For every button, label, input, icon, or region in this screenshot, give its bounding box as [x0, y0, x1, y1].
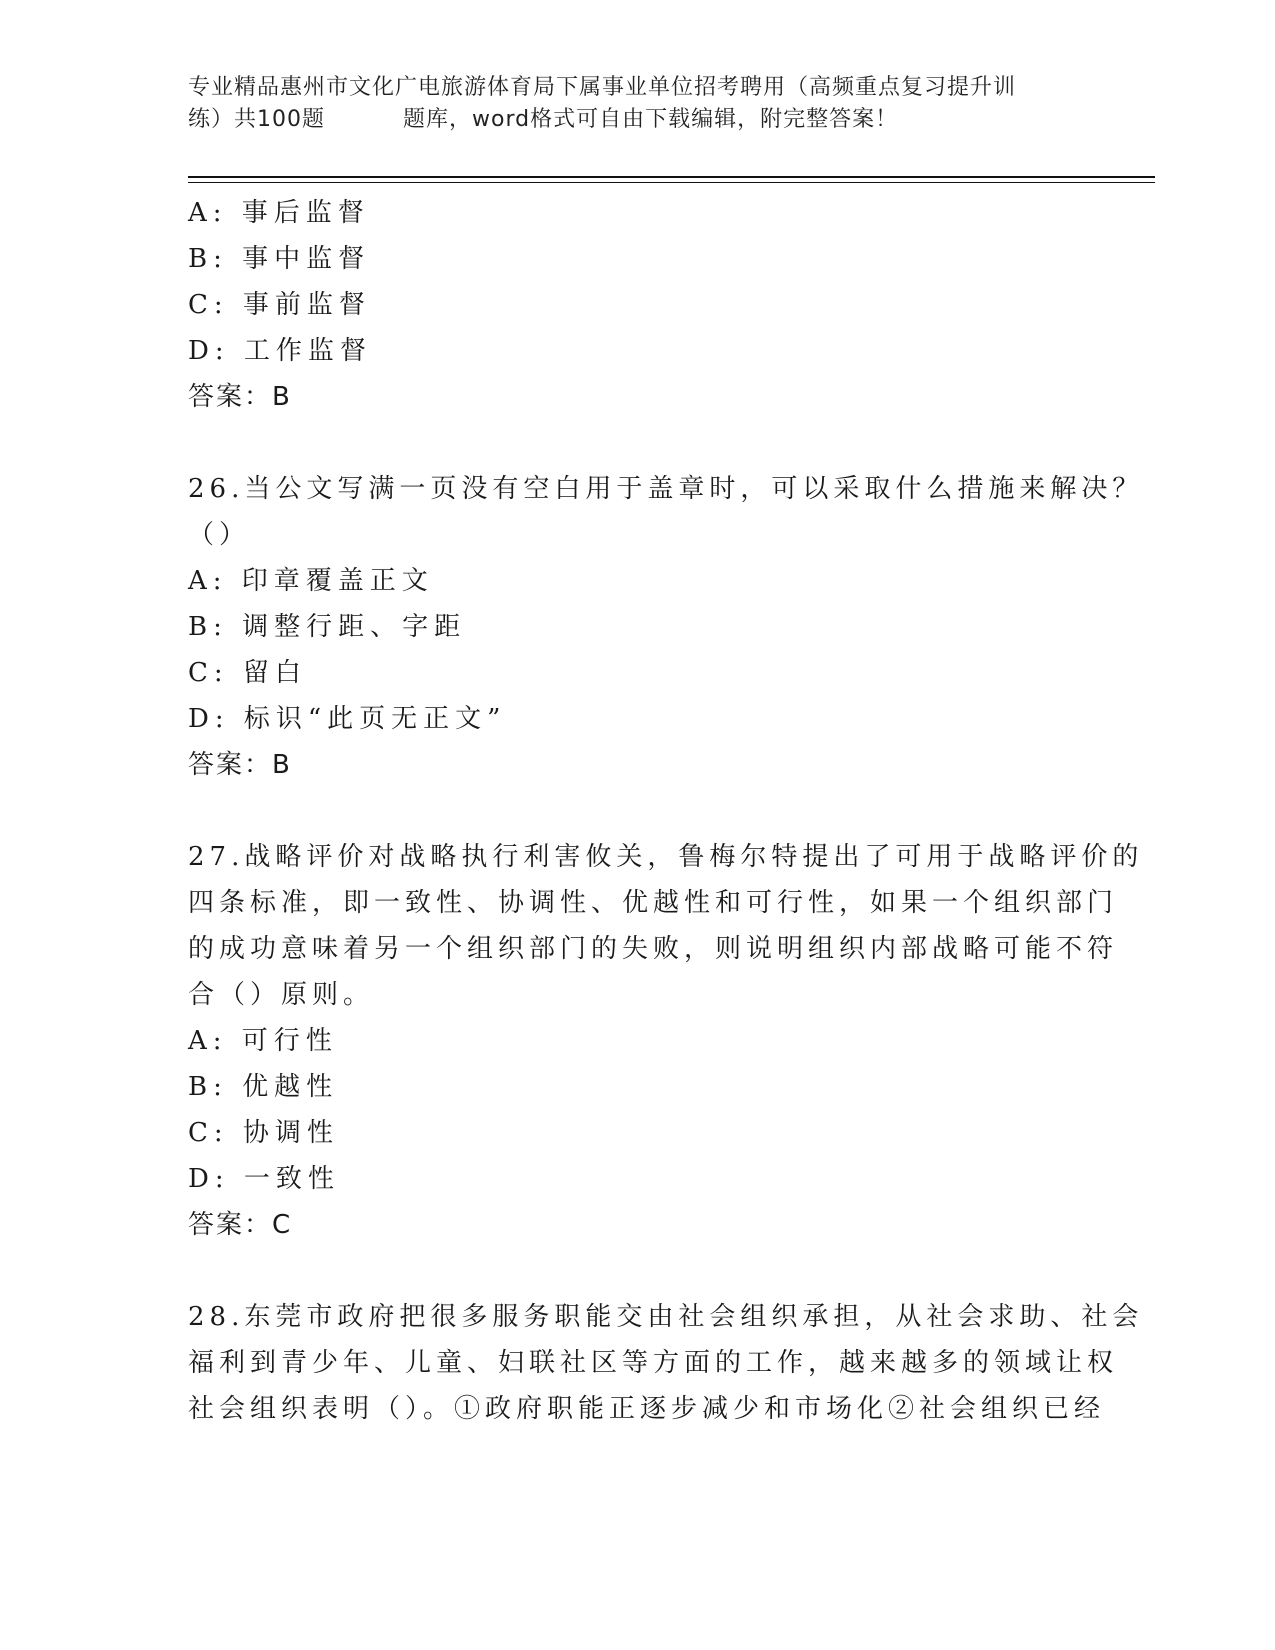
option-d: D: 一致性	[188, 1164, 340, 1194]
answer-line: 答案：B	[188, 382, 292, 412]
header-line-2-part-b: 题库，word格式可自由下载编辑，附完整答案！	[403, 107, 899, 132]
header-line-2-part-a: 练）共100题	[188, 107, 325, 132]
option-c: C: 协调性	[188, 1118, 339, 1148]
question-text-line: 26.当公文写满一页没有空白用于盖章时，可以采取什么措施来解决？	[188, 474, 1144, 504]
question-text-line: 27.战略评价对战略执行利害攸关，鲁梅尔特提出了可用于战略评价的	[188, 842, 1144, 872]
document-body	[188, 190, 1144, 1432]
option-b: B: 调整行距、字距	[188, 612, 467, 642]
question-26	[188, 466, 1144, 788]
option-d: D: 工作监督	[188, 336, 372, 366]
question-text-line: 的成功意味着另一个组织部门的失败，则说明组织内部战略可能不符	[188, 934, 1119, 964]
option-c: C: 留白	[188, 658, 307, 688]
question-27	[188, 834, 1144, 1248]
option-a: A: 印章覆盖正文	[188, 566, 434, 596]
option-b: B: 优越性	[188, 1072, 339, 1102]
question-text-line: 合（）原则。	[188, 980, 375, 1010]
question-text-line: 28.东莞市政府把很多服务职能交由社会组织承担，从社会求助、社会	[188, 1302, 1144, 1332]
option-a: A: 可行性	[188, 1026, 338, 1056]
option-d: D: 标识“此页无正文”	[188, 704, 507, 734]
option-b: B: 事中监督	[188, 244, 371, 274]
option-a: A: 事后监督	[188, 198, 370, 228]
page-header	[188, 72, 1088, 136]
option-c: C: 事前监督	[188, 290, 371, 320]
question-text-line: （）	[188, 520, 251, 550]
answer-line: 答案：B	[188, 750, 292, 780]
question-28	[188, 1294, 1144, 1432]
header-divider-thick	[188, 176, 1155, 178]
header-divider-thin	[188, 182, 1155, 183]
header-line-2	[188, 104, 1088, 136]
question-text-line: 社会组织表明（）。①政府职能正逐步减少和市场化②社会组织已经	[188, 1394, 1106, 1424]
question-25-continuation	[188, 190, 1088, 420]
question-text-line: 福利到青少年、儿童、妇联社区等方面的工作，越来越多的领域让权	[188, 1348, 1119, 1378]
question-text-line: 四条标准，即一致性、协调性、优越性和可行性，如果一个组织部门	[188, 888, 1119, 918]
answer-line: 答案：C	[188, 1210, 293, 1240]
header-line-1: 专业精品惠州市文化广电旅游体育局下属事业单位招考聘用（高频重点复习提升训	[188, 75, 1017, 100]
